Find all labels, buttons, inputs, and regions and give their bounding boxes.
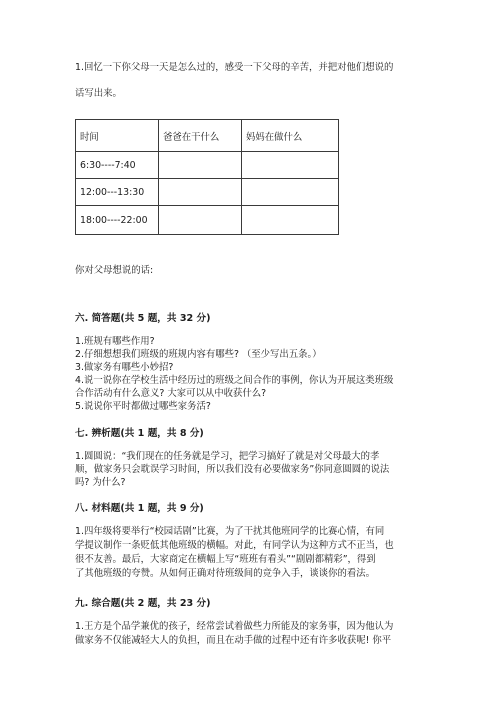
table-header-row — [76, 120, 339, 152]
question-1-line-1: 1.回忆一下你父母一天是怎么过的，感受一下父母的辛苦，并把对他们想说的 — [75, 62, 394, 73]
question-1-line-2: 话写出来。 — [75, 88, 122, 99]
section-6-line: 5.说说你平时都做过哪些家务活? — [75, 401, 211, 412]
section-7-line: 顺，做家务只会耽误学习时间，所以我们没有必要做家务”你同意圆圆的说法 — [75, 464, 390, 475]
time-cell: 18:00----22:00 — [76, 206, 159, 235]
table-row — [76, 152, 339, 179]
section-6-heading: 六. 简答题(共 5 题，共 32 分) — [75, 313, 211, 324]
dad-answer-cell[interactable] — [159, 152, 242, 179]
table-row — [76, 206, 339, 235]
section-6-line: 1.班规有哪些作用? — [75, 336, 155, 347]
section-8-line: 1.四年级将要举行“校园话剧”比赛，为了干扰其他班同学的比赛心情，有同 — [75, 526, 385, 537]
dad-answer-cell[interactable] — [159, 179, 242, 206]
header-mom: 妈妈在做什么 — [242, 120, 339, 152]
section-7-line: 1.圆圆说：“我们现在的任务就是学习，把学习搞好了就是对父母最大的孝 — [75, 451, 380, 462]
section-8-line: 很不友善。最后，大家商定在横幅上写“班班有看头”“剧剧都精彩”，得到 — [75, 554, 376, 565]
section-8-line: 了其他班级的夸赞。从如何正确对待班级间的竞争入手，谈谈你的看法。 — [75, 568, 376, 579]
time-cell: 6:30----7:40 — [76, 152, 159, 179]
dad-answer-cell[interactable] — [159, 206, 242, 235]
section-6-line: 3.做家务有哪些小妙招? — [75, 362, 174, 373]
time-cell: 12:00---13:30 — [76, 179, 159, 206]
section-7-line: 吗? 为什么? — [75, 477, 126, 488]
section-8-line: 学提议制作一条贬低其他班级的横幅。对此，有同学认为这种方式不正当，也 — [75, 540, 394, 551]
parent-words-label: 你对父母想说的话: — [75, 265, 154, 276]
section-9-line: 1.王方是个品学兼优的孩子，经常尝试着做些力所能及的家务事，因为他认为 — [75, 621, 394, 632]
section-9-line: 做家务不仅能减轻大人的负担，而且在动手做的过程中还有许多收获呢! 你平 — [75, 635, 392, 646]
mom-answer-cell[interactable] — [242, 179, 339, 206]
header-dad: 爸爸在干什么 — [159, 120, 242, 152]
section-8-heading: 八. 材料题(共 1 题，共 9 分) — [75, 503, 204, 514]
section-6-line: 4.说一说你在学校生活中经历过的班级之间合作的事例，你认为开展这类班级 — [75, 375, 394, 386]
header-time: 时间 — [76, 120, 159, 152]
table-row — [76, 179, 339, 206]
section-6-line: 合作活动有什么意义? 大家可以从中收获什么? — [75, 388, 267, 399]
section-9-heading: 九. 综合题(共 2 题，共 23 分) — [75, 598, 211, 609]
mom-answer-cell[interactable] — [242, 152, 339, 179]
section-6-line: 2.仔细想想我们班级的班规内容有哪些? （至少写出五条。） — [75, 349, 322, 360]
mom-answer-cell[interactable] — [242, 206, 339, 235]
parent-schedule-table — [75, 119, 339, 235]
section-7-heading: 七. 辨析题(共 1 题，共 8 分) — [75, 428, 204, 439]
